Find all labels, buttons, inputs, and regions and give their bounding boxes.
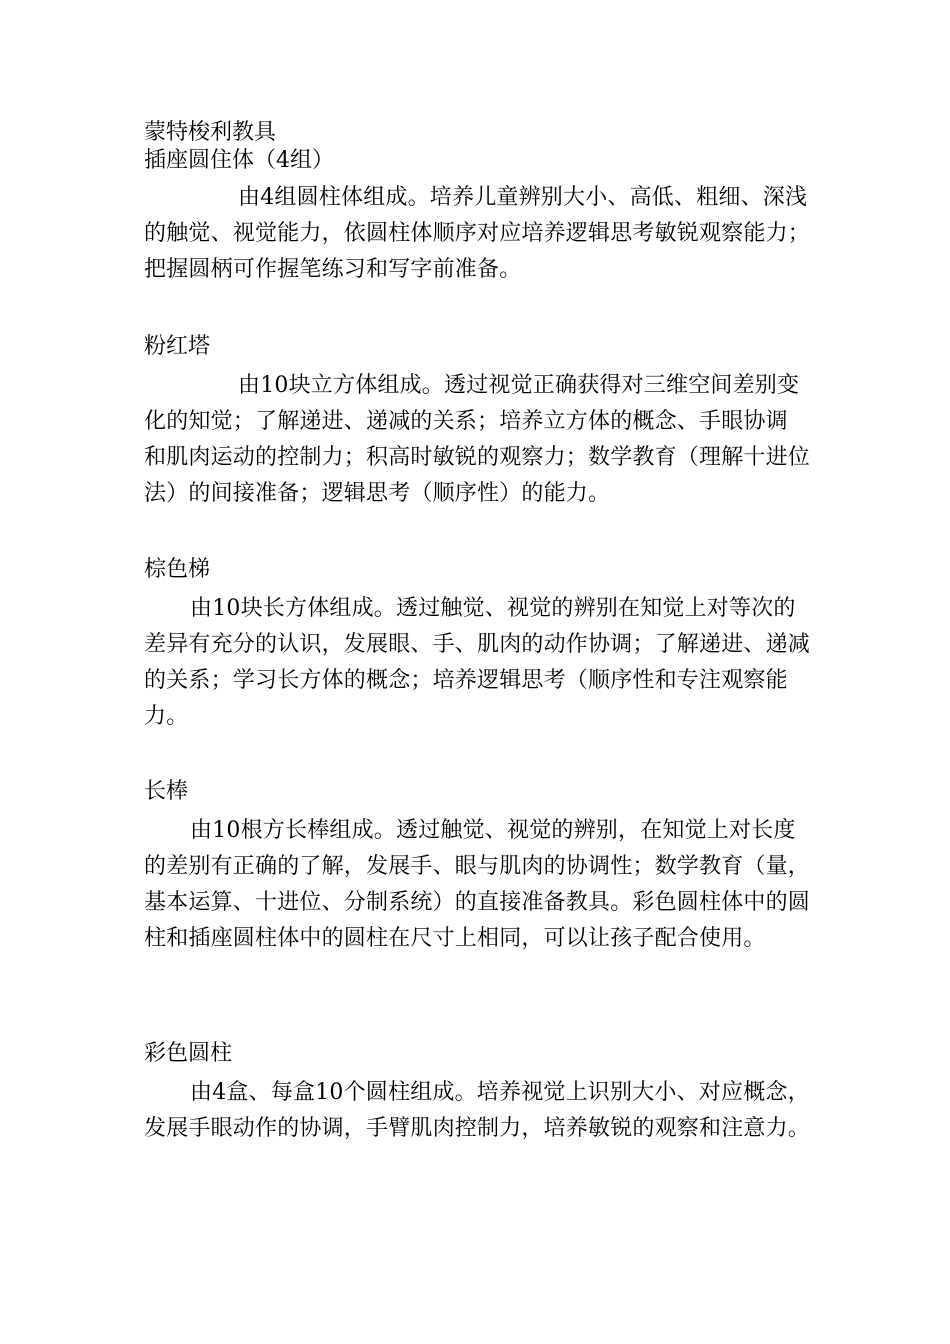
section-heading: 彩色圆柱 (144, 1041, 233, 1066)
section-heading: 棕色梯 (144, 557, 211, 582)
section-body: 由4组圆柱体组成。培养儿童辨别大小、高低、粗细、深浅的触觉、视觉能力，依圆柱体顺序对应培养逻辑思考敏锐观察能力；把握圆柄可作握笔练习和写字前准备。 (144, 185, 811, 282)
section-body: 由10块长方体组成。透过触觉、视觉的辨别在知觉上对等次的差异有充分的认识，发展眼、手、肌肉的动作协调；了解递进、递减的关系；学习长方体的概念；培养逻辑思考（顺序性和专注观察能力。 (144, 596, 811, 729)
section-heading: 插座圆住体（4组） (144, 148, 334, 173)
section-heading: 长棒 (144, 779, 189, 804)
section-pink-tower (144, 332, 810, 512)
document-title: 蒙特梭利教具 (144, 120, 277, 145)
section-long-rods (144, 777, 810, 957)
section-cylinder-blocks (144, 146, 810, 288)
section-heading: 粉红塔 (144, 334, 211, 359)
section-brown-stair (144, 555, 810, 735)
section-knobless-cylinders (144, 1039, 810, 1147)
section-body: 由4盒、每盒10个圆柱组成。培养视觉上识别大小、对应概念，发展手眼动作的协调，手臂肌肉控制力，培养敏锐的观察和注意力。 (144, 1080, 811, 1141)
section-body: 由10根方长棒组成。透过触觉、视觉的辨别，在知觉上对长度的差别有正确的了解，发展手、眼与肌肉的协调性；数学教育（量，基本运算、十进位、分制系统）的直接准备教具。彩色圆柱体中的圆柱和插座圆柱体中的圆柱在尺寸上相同，可以让孩子配合使用。 (144, 818, 811, 951)
section-body: 由10块立方体组成。透过视觉正确获得对三维空间差别变化的知觉；了解递进、递减的关系；培养立方体的概念、手眼协调 和肌肉运动的控制力；积高时敏锐的观察力；数学教育（理解十进位法）的间接准备；逻辑思考（顺序性）的能力。 (144, 373, 811, 506)
